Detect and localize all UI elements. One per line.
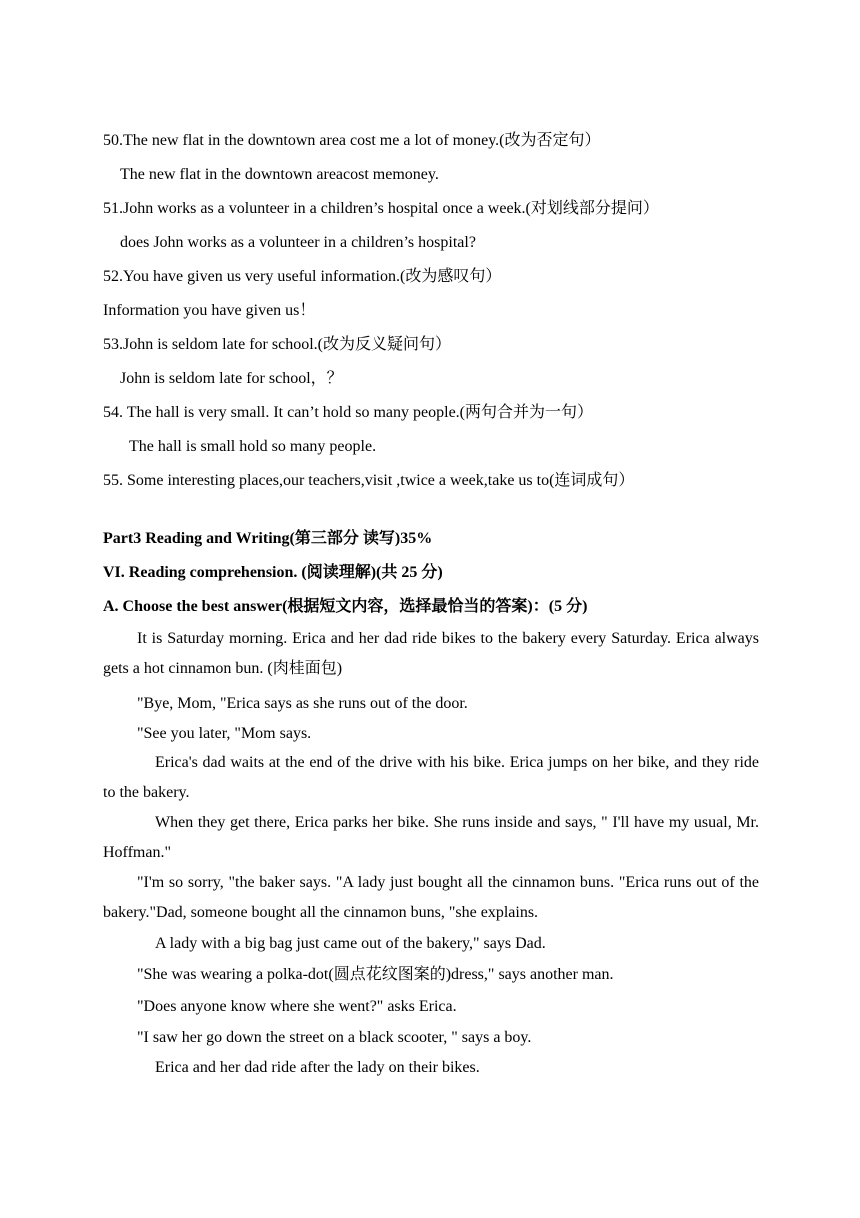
passage-paragraph: "See you later, "Mom says. <box>137 725 312 742</box>
passage-paragraph: "I'm so sorry, "the baker says. "A lady just bought all the cinnamon buns. "Erica runs out of the bakery."Dad, someone bought all the cinnamon buns, "she explains. <box>103 874 759 921</box>
question-52-answer-line: Information you have given us！ <box>103 302 316 319</box>
section-vi-heading: VI. Reading comprehension. (阅读理解)(共 25 分) <box>103 564 443 581</box>
question-54-prompt: 54. The hall is very small. It can’t hold so many people.(两句合并为一句） <box>103 404 594 421</box>
question-51-prompt: 51.John works as a volunteer in a children’s hospital once a week.(对划线部分提问） <box>103 200 659 217</box>
passage-paragraph: Erica and her dad ride after the lady on their bikes. <box>155 1059 480 1076</box>
question-54-answer-line: The hall is small hold so many people. <box>129 438 377 455</box>
question-50-prompt: 50.The new flat in the downtown area cost me a lot of money.(改为否定句） <box>103 132 601 149</box>
passage-paragraph: A lady with a big bag just came out of the bakery," says Dad. <box>155 935 546 952</box>
passage-paragraph: It is Saturday morning. Erica and her dad ride bikes to the bakery every Saturday. Erica always gets a hot cinnamon bun. (肉桂面包) <box>103 630 759 677</box>
question-53-prompt: 53.John is seldom late for school.(改为反义疑问句） <box>103 336 451 353</box>
passage-paragraph: Erica's dad waits at the end of the drive with his bike. Erica jumps on her bike, and they ride to the bakery. <box>103 754 759 801</box>
passage-paragraph: "She was wearing a polka-dot(圆点花纹图案的)dress," says another man. <box>137 966 614 983</box>
passage-paragraph: "Does anyone know where she went?" asks Erica. <box>137 998 457 1015</box>
passage-paragraph: "Bye, Mom, "Erica says as she runs out of the door. <box>137 695 468 712</box>
passage-paragraph: When they get there, Erica parks her bike. She runs inside and says, " I'll have my usual, Mr. Hoffman." <box>103 814 759 861</box>
part3-heading: Part3 Reading and Writing(第三部分 读写)35% <box>103 530 433 547</box>
question-53-answer-line: John is seldom late for school，？ <box>120 370 343 387</box>
section-a-heading: A. Choose the best answer(根据短文内容，选择最恰当的答案)：(5 分) <box>103 598 588 615</box>
question-50-answer-line: The new flat in the downtown areacost memoney. <box>120 166 439 183</box>
passage-paragraph: "I saw her go down the street on a black scooter, " says a boy. <box>137 1029 532 1046</box>
question-55-prompt: 55. Some interesting places,our teachers,visit ,twice a week,take us to(连词成句） <box>103 472 635 489</box>
question-51-answer-line: does John works as a volunteer in a children’s hospital? <box>120 234 476 251</box>
question-52-prompt: 52.You have given us very useful information.(改为感叹句） <box>103 268 502 285</box>
